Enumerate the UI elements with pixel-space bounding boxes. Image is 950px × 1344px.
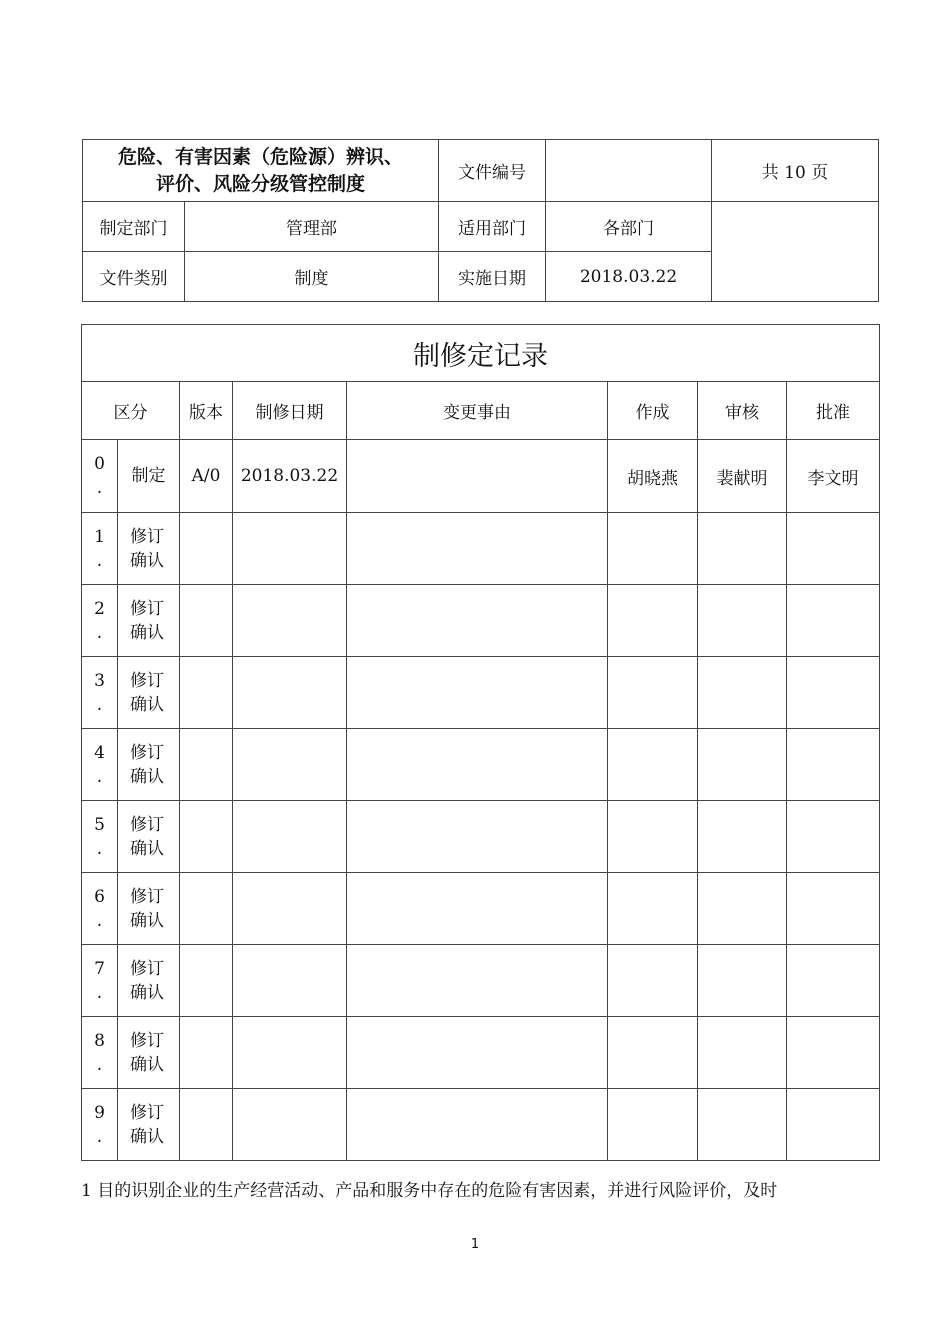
row-author <box>608 729 698 801</box>
row-author <box>608 945 698 1017</box>
col-header-approver: 批准 <box>787 382 880 440</box>
row-version <box>180 657 233 729</box>
table-row <box>82 873 880 945</box>
col-header-date: 制修日期 <box>233 382 347 440</box>
row-type: 修订确认 <box>118 513 180 585</box>
effective-date-label: 实施日期 <box>439 252 546 302</box>
row-index-number: 8 <box>94 1030 105 1051</box>
col-header-reason: 变更事由 <box>347 382 608 440</box>
row-reason <box>347 729 608 801</box>
row-index-dot: . <box>96 982 103 1003</box>
row-date <box>233 1017 347 1089</box>
row-index <box>82 801 118 873</box>
row-approver <box>787 729 880 801</box>
record-title: 制修定记录 <box>82 325 880 382</box>
row-reviewer <box>698 1089 787 1161</box>
row-reason <box>347 1017 608 1089</box>
row-index <box>82 440 118 513</box>
row-index-number: 1 <box>94 526 105 547</box>
row-index-number: 2 <box>94 598 105 619</box>
doc-number-value <box>546 140 712 202</box>
row-type: 修订确认 <box>118 657 180 729</box>
row-index-number: 5 <box>94 814 105 835</box>
category-value: 制度 <box>185 252 439 302</box>
row-reviewer: 裴献明 <box>698 440 787 513</box>
row-index-number: 0 <box>94 454 105 474</box>
blank-cell <box>712 202 879 302</box>
row-type: 修订确认 <box>118 801 180 873</box>
column-header-row <box>82 382 880 440</box>
document-title <box>83 140 439 202</box>
row-index-dot: . <box>96 910 103 931</box>
row-index <box>82 585 118 657</box>
row-index-dot: . <box>96 766 103 787</box>
row-date <box>233 513 347 585</box>
row-index <box>82 1017 118 1089</box>
row-version <box>180 729 233 801</box>
document-header-table <box>82 139 879 302</box>
col-header-reviewer: 审核 <box>698 382 787 440</box>
row-reviewer <box>698 945 787 1017</box>
col-header-version: 版本 <box>180 382 233 440</box>
row-type: 修订确认 <box>118 1089 180 1161</box>
row-index-dot: . <box>96 694 103 715</box>
category-label: 文件类别 <box>83 252 185 302</box>
row-index <box>82 657 118 729</box>
row-approver <box>787 513 880 585</box>
row-approver <box>787 585 880 657</box>
row-approver <box>787 657 880 729</box>
row-reviewer <box>698 801 787 873</box>
row-index-dot: . <box>96 838 103 859</box>
scope-value: 各部门 <box>546 202 712 252</box>
revision-record-table <box>81 324 880 1161</box>
row-version <box>180 873 233 945</box>
row-reason <box>347 873 608 945</box>
row-date <box>233 729 347 801</box>
row-index-number: 6 <box>94 886 105 907</box>
row-approver <box>787 801 880 873</box>
row-index <box>82 1089 118 1161</box>
table-row <box>82 440 880 513</box>
body-paragraph: 1 目的识别企业的生产经营活动、产品和服务中存在的危险有害因素，并进行风险评价，及时 <box>81 1181 778 1201</box>
col-header-author: 作成 <box>608 382 698 440</box>
row-date <box>233 945 347 1017</box>
row-reason <box>347 1089 608 1161</box>
table-row <box>82 585 880 657</box>
row-approver <box>787 1089 880 1161</box>
row-author <box>608 513 698 585</box>
row-reviewer <box>698 729 787 801</box>
page-count: 共 10 页 <box>712 140 879 202</box>
table-row <box>82 801 880 873</box>
row-date <box>233 585 347 657</box>
row-type: 修订确认 <box>118 1017 180 1089</box>
row-type: 修订确认 <box>118 945 180 1017</box>
row-author <box>608 1089 698 1161</box>
document-title-line1: 危险、有害因素（危险源）辨识、 <box>118 145 404 168</box>
row-approver <box>787 1017 880 1089</box>
row-version <box>180 585 233 657</box>
page-number: 1 <box>470 1237 480 1252</box>
doc-number-label: 文件编号 <box>439 140 546 202</box>
effective-date-value: 2018.03.22 <box>546 252 712 302</box>
row-version <box>180 1089 233 1161</box>
row-author <box>608 657 698 729</box>
row-index-dot: . <box>96 478 103 498</box>
row-version: A/0 <box>180 440 233 513</box>
row-approver <box>787 945 880 1017</box>
table-row <box>82 945 880 1017</box>
scope-label: 适用部门 <box>439 202 546 252</box>
document-title-line2: 评价、风险分级管控制度 <box>156 172 366 195</box>
row-type: 制定 <box>118 440 180 513</box>
table-row <box>82 513 880 585</box>
row-type: 修订确认 <box>118 585 180 657</box>
row-author: 胡晓燕 <box>608 440 698 513</box>
table-row <box>82 1017 880 1089</box>
row-approver <box>787 873 880 945</box>
row-date <box>233 801 347 873</box>
row-author <box>608 585 698 657</box>
row-date: 2018.03.22 <box>233 440 347 513</box>
row-index-dot: . <box>96 622 103 643</box>
dept-value: 管理部 <box>185 202 439 252</box>
row-reason <box>347 440 608 513</box>
row-author <box>608 801 698 873</box>
row-reviewer <box>698 1017 787 1089</box>
row-reviewer <box>698 513 787 585</box>
row-reviewer <box>698 873 787 945</box>
row-version <box>180 1017 233 1089</box>
row-reviewer <box>698 585 787 657</box>
row-index-dot: . <box>96 1054 103 1075</box>
row-index-dot: . <box>96 1126 103 1147</box>
row-reason <box>347 513 608 585</box>
row-author <box>608 873 698 945</box>
row-index <box>82 945 118 1017</box>
row-index-dot: . <box>96 550 103 571</box>
row-reason <box>347 585 608 657</box>
row-index <box>82 873 118 945</box>
row-date <box>233 657 347 729</box>
row-reason <box>347 801 608 873</box>
row-index <box>82 729 118 801</box>
row-author <box>608 1017 698 1089</box>
row-version <box>180 513 233 585</box>
row-version <box>180 801 233 873</box>
row-version <box>180 945 233 1017</box>
row-reviewer <box>698 657 787 729</box>
row-date <box>233 1089 347 1161</box>
col-header-category: 区分 <box>82 382 180 440</box>
row-reason <box>347 657 608 729</box>
row-type: 修订确认 <box>118 873 180 945</box>
row-index-number: 7 <box>94 958 105 979</box>
row-index-number: 3 <box>94 670 105 691</box>
table-row <box>82 729 880 801</box>
row-type: 修订确认 <box>118 729 180 801</box>
row-index <box>82 513 118 585</box>
table-row <box>82 1089 880 1161</box>
dept-label: 制定部门 <box>83 202 185 252</box>
row-index-number: 4 <box>94 742 105 763</box>
row-approver: 李文明 <box>787 440 880 513</box>
row-index-number: 9 <box>94 1102 105 1123</box>
table-row <box>82 657 880 729</box>
row-reason <box>347 945 608 1017</box>
row-date <box>233 873 347 945</box>
